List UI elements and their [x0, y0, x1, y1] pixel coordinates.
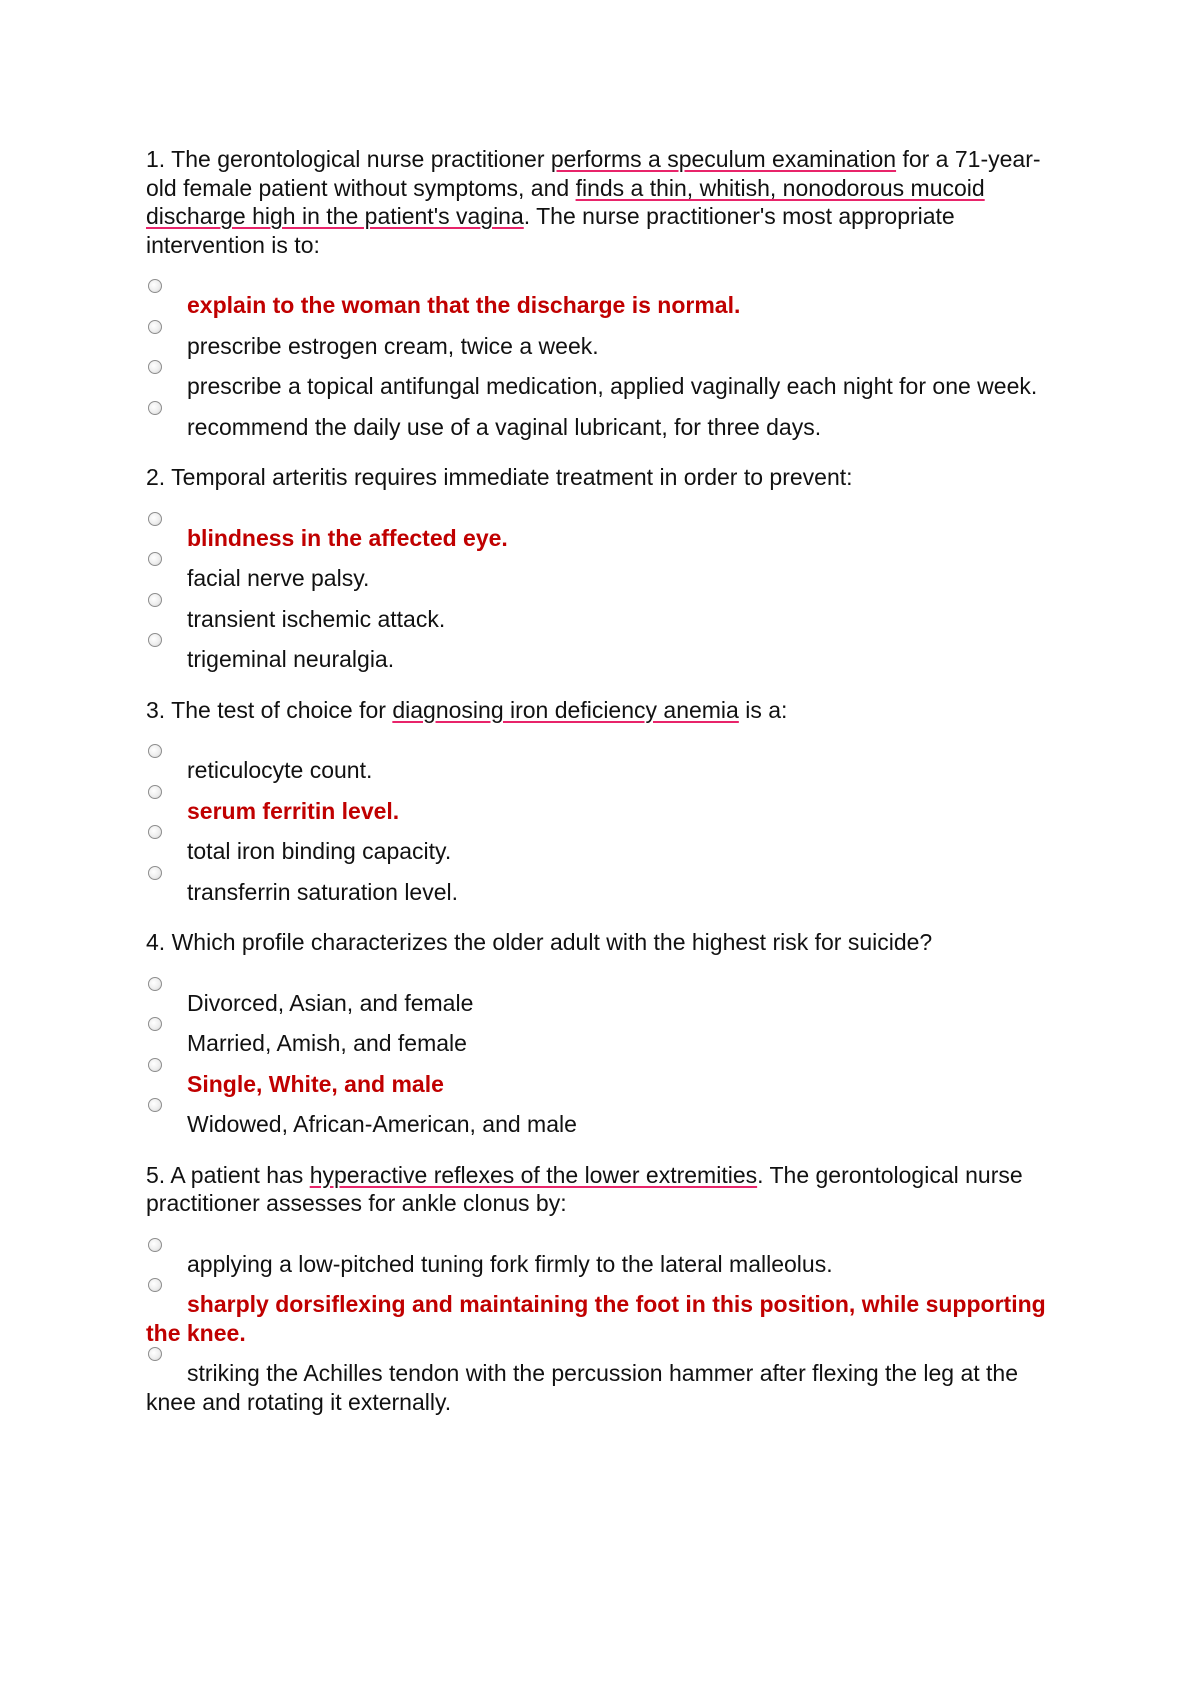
answer-options	[146, 512, 1046, 674]
answer-option[interactable]	[146, 785, 1046, 826]
question-text-part: . The gerontological nurse practitioner assesses for ankle clonus by:	[146, 1161, 1023, 1216]
question-text-part: for a 71-year-old female patient without symptoms, and	[146, 146, 1041, 201]
answer-option[interactable]	[146, 1058, 1046, 1099]
answer-option[interactable]	[146, 401, 1046, 442]
question-text-part: A patient has	[170, 1161, 310, 1188]
radio-button-icon[interactable]	[148, 1017, 162, 1031]
answer-option-label-correct: Single, White, and male	[187, 1070, 444, 1097]
answer-option[interactable]	[146, 552, 1046, 593]
question-text-part: is a:	[738, 696, 788, 723]
answer-option[interactable]	[146, 977, 1046, 1018]
answer-option-label: transient ischemic attack.	[187, 605, 446, 632]
radio-button-icon[interactable]	[148, 1278, 162, 1292]
question-number: 1.	[146, 146, 166, 172]
question-1	[146, 145, 1046, 441]
answer-option[interactable]	[146, 593, 1046, 634]
answer-option-label-correct: serum ferritin level.	[187, 797, 400, 824]
radio-button-icon[interactable]	[148, 279, 162, 293]
radio-button-icon[interactable]	[148, 401, 162, 415]
radio-button-icon[interactable]	[148, 785, 162, 799]
radio-button-icon[interactable]	[148, 977, 162, 991]
radio-button-icon[interactable]	[148, 1098, 162, 1112]
answer-option-label: Married, Amish, and female	[187, 1030, 467, 1056]
answer-option[interactable]	[146, 744, 1046, 785]
answer-option-label-correct: explain to the woman that the discharge is normal.	[187, 292, 741, 318]
radio-button-icon[interactable]	[148, 1058, 162, 1072]
answer-option-label: trigeminal neuralgia.	[187, 646, 395, 672]
question-text	[146, 145, 1046, 259]
answer-option-label: Widowed, African-American, and male	[187, 1111, 577, 1137]
answer-option-label: prescribe a topical antifungal medication, applied vaginally each night for one week.	[187, 373, 1038, 399]
answer-option[interactable]	[146, 1098, 1046, 1139]
answer-option-label: transferrin saturation level.	[187, 878, 459, 905]
answer-option-label-correct: sharply dorsiflexing and maintaining the foot in this position, while supporting the knee.	[146, 1291, 1046, 1346]
answer-option[interactable]	[146, 320, 1046, 361]
answer-options	[146, 1238, 1046, 1417]
highlighted-phrase: hyperactive reflexes of the lower extremities	[309, 1161, 758, 1188]
answer-option[interactable]	[146, 1017, 1046, 1058]
question-number: 2.	[146, 464, 166, 490]
answer-option[interactable]	[146, 866, 1046, 907]
quiz-page	[146, 145, 1046, 1438]
question-number: 3.	[146, 696, 166, 723]
question-2	[146, 463, 1046, 674]
highlighted-phrase: performs a speculum examination	[550, 146, 897, 172]
question-text-part: Temporal arteritis requires immediate treatment in order to prevent:	[171, 464, 853, 490]
question-text	[146, 1161, 1046, 1218]
radio-button-icon[interactable]	[148, 1347, 162, 1361]
highlighted-phrase: diagnosing iron deficiency anemia	[392, 696, 739, 723]
question-text-part: Which profile characterizes the older adult with the highest risk for suicide?	[171, 929, 933, 955]
answer-option-label: prescribe estrogen cream, twice a week.	[187, 332, 599, 359]
answer-options	[146, 977, 1046, 1139]
answer-option[interactable]	[146, 633, 1046, 674]
answer-option[interactable]	[146, 825, 1046, 866]
answer-options	[146, 279, 1046, 441]
answer-option[interactable]	[146, 1238, 1046, 1279]
question-text	[146, 928, 1046, 957]
answer-option-label: facial nerve palsy.	[187, 565, 370, 591]
answer-option[interactable]	[146, 1347, 1046, 1416]
radio-button-icon[interactable]	[148, 866, 162, 880]
question-number: 5.	[146, 1161, 166, 1188]
radio-button-icon[interactable]	[148, 360, 162, 374]
answer-options	[146, 744, 1046, 906]
question-text	[146, 696, 1046, 725]
question-4	[146, 928, 1046, 1139]
answer-option-label: recommend the daily use of a vaginal lubricant, for three days.	[187, 413, 822, 440]
question-5	[146, 1161, 1046, 1417]
answer-option[interactable]	[146, 279, 1046, 320]
answer-option-label-correct: blindness in the affected eye.	[187, 524, 508, 551]
radio-button-icon[interactable]	[148, 552, 162, 566]
radio-button-icon[interactable]	[148, 633, 162, 647]
question-text-part: . The nurse practitioner's most appropriate intervention is to:	[146, 203, 955, 258]
radio-button-icon[interactable]	[148, 825, 162, 839]
answer-option[interactable]	[146, 360, 1046, 401]
answer-option-label: striking the Achilles tendon with the percussion hammer after flexing the leg at the knee and rotating it externally.	[146, 1360, 1019, 1415]
radio-button-icon[interactable]	[148, 593, 162, 607]
radio-button-icon[interactable]	[148, 1238, 162, 1252]
answer-option-label: total iron binding capacity.	[187, 838, 452, 864]
question-text	[146, 463, 1046, 492]
radio-button-icon[interactable]	[148, 744, 162, 758]
question-text-part: The gerontological nurse practitioner	[171, 146, 551, 172]
question-number: 4.	[146, 929, 166, 955]
question-text-part: The test of choice for	[171, 696, 393, 723]
answer-option-label: Divorced, Asian, and female	[187, 989, 474, 1016]
highlighted-phrase: finds a thin, whitish, nonodorous mucoid discharge high in the patient's vagina	[146, 174, 985, 229]
radio-button-icon[interactable]	[148, 512, 162, 526]
answer-option[interactable]	[146, 1278, 1046, 1347]
radio-button-icon[interactable]	[148, 320, 162, 334]
question-3	[146, 696, 1046, 907]
answer-option-label: applying a low-pitched tuning fork firmly to the lateral malleolus.	[187, 1250, 833, 1277]
answer-option-label: reticulocyte count.	[187, 757, 373, 783]
answer-option[interactable]	[146, 512, 1046, 553]
